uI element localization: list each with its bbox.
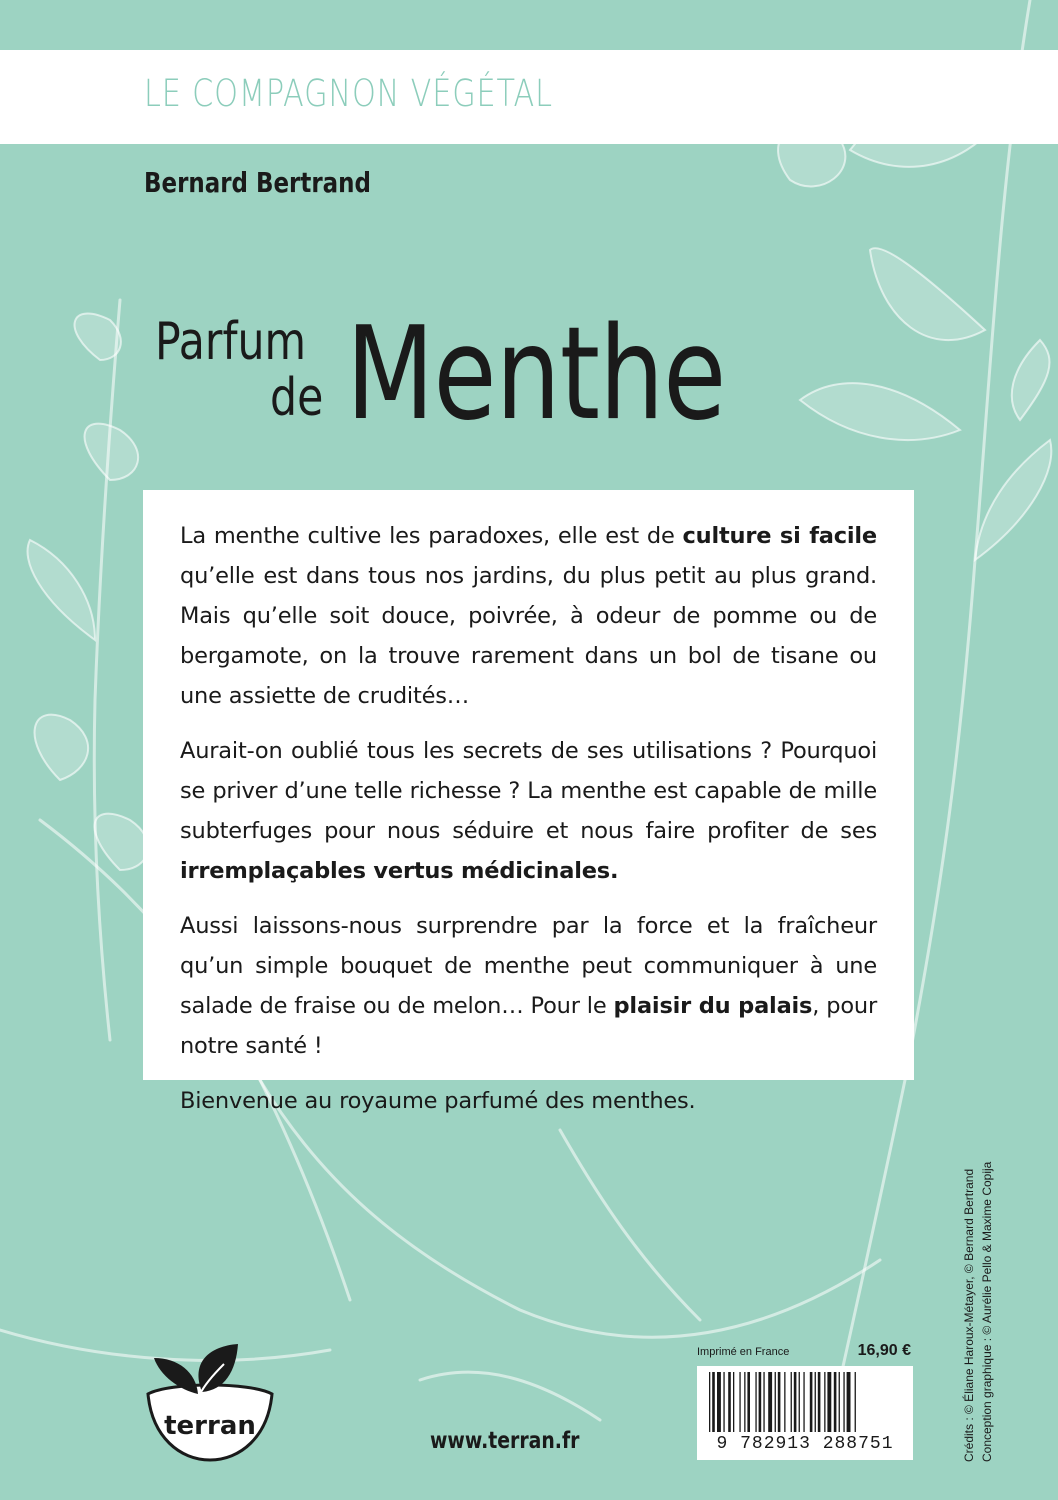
barcode-bar [847, 1372, 851, 1432]
blurb-paragraph [180, 731, 877, 891]
publisher-website[interactable]: www.terran.fr [430, 1428, 580, 1454]
body-text: Aussi laissons-nous surprendre par la force et la fraîcheur qu’un simple bouquet de menthe peut communiquer à une salade de fraise ou de melon… Pour le [180, 913, 877, 1019]
body-text: Aurait-on oublié tous les secrets de ses utilisations ? Pourquoi se priver d’une telle richesse ? La menthe est capable de mille subterfuges pour nous séduire et nous faire profiter de ses [180, 738, 877, 844]
author-name: Bernard Bertrand [144, 166, 371, 199]
barcode-bar [709, 1372, 710, 1432]
barcode-bar [747, 1372, 750, 1432]
price-label: 16,90 € [857, 1342, 911, 1359]
barcode-bar [810, 1372, 813, 1432]
barcode-bar [855, 1372, 856, 1432]
barcode-bar [775, 1372, 776, 1432]
barcode-bar [744, 1372, 745, 1432]
barcode-block [697, 1344, 913, 1460]
credits [960, 1162, 996, 1462]
barcode-bar [763, 1372, 764, 1432]
barcode-bar [739, 1372, 740, 1432]
title-word-parfum: Parfum [155, 312, 307, 372]
barcode-bar [759, 1372, 762, 1432]
title-word-de: de [270, 368, 324, 428]
barcode-bar [768, 1372, 772, 1432]
barcode-bar [815, 1372, 816, 1432]
barcode-bar [712, 1372, 715, 1432]
series-title: LE COMPAGNON VÉGÉTAL [144, 72, 553, 115]
barcode-bar [717, 1372, 721, 1432]
barcode-bar [824, 1372, 825, 1432]
barcode-bar [755, 1372, 756, 1432]
barcode-bar [733, 1372, 734, 1432]
printed-in-label: Imprimé en France [697, 1346, 790, 1358]
terran-logo [140, 1342, 280, 1462]
emphasis-text: irremplaçables vertus médicinales. [180, 858, 619, 884]
barcode-bar [723, 1372, 724, 1432]
barcode-bar [827, 1372, 831, 1432]
blurb-paragraph [180, 516, 877, 716]
isbn-digits: 9 782913 288751 [716, 1434, 894, 1454]
barcode-icon [709, 1372, 903, 1432]
blurb-paragraph [180, 1081, 877, 1121]
blurb-box [143, 490, 914, 1114]
barcode-bar [778, 1372, 781, 1432]
barcode-bar [839, 1372, 840, 1432]
emphasis-text: culture si facile [682, 523, 877, 549]
barcode-bar [791, 1372, 792, 1432]
barcode-bar [818, 1372, 821, 1432]
body-text: qu’elle est dans tous nos jardins, du plus petit au plus grand. Mais qu’elle soit douce, poivrée, à odeur de pomme ou de bergamote, on la trouve rarement dans un bol de tisane ou une assiette de crudités… [180, 563, 877, 709]
body-text: Bienvenue au royaume parfumé des menthes. [180, 1088, 696, 1114]
body-text: La menthe cultive les paradoxes, elle est de [180, 523, 683, 549]
barcode-bar [803, 1372, 804, 1432]
barcode-bar [728, 1372, 731, 1432]
barcode-bar [794, 1372, 797, 1432]
blurb-paragraph [180, 906, 877, 1066]
credits-line: Crédits : © Éliane Haroux-Métayer, © Bernard Bertrand [962, 1168, 976, 1462]
barcode-bar [799, 1372, 800, 1432]
title-word-menthe: Menthe [346, 300, 726, 449]
body-text: , pour notre santé ! [180, 993, 877, 1059]
emphasis-text: plaisir du palais [613, 993, 813, 1019]
logo-wordmark: terran [164, 1411, 256, 1441]
barcode-bar [784, 1372, 785, 1432]
credits-line: Conception graphique : © Aurélie Pello & Maxime Copija [980, 1161, 994, 1462]
barcode-bar [843, 1372, 844, 1432]
series-banner [0, 50, 1058, 144]
barcode-bar [834, 1372, 837, 1432]
